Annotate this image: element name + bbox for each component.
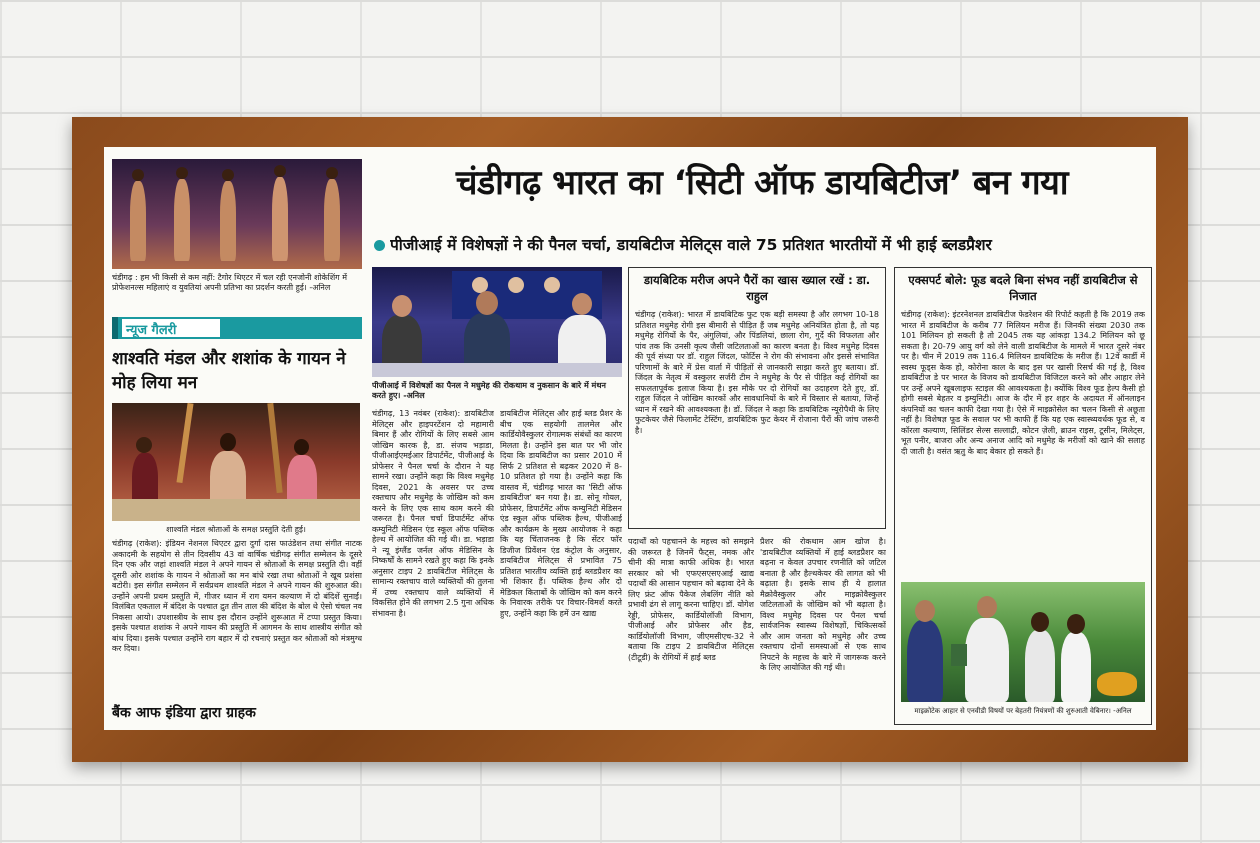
article-column: प्रैशर की रोकथाम आम खोज है। 'डायबिटीज व्यक्तियों में हाई ब्लडप्रैशर का बढ़ना न केवल उपचार रणनीति को जटिल बनाता है और हैल्थकेयर की लागत को भी बढ़ाता है। इसके साथ ही ये हालात मैक्रोवैस्कुलर और माइक्रोवैस्कुलर जटिलताओं के जोखिम को भी बढ़ाता है। विश्व मधुमेह दिवस पर पैनल चर्चा सार्वजनिक स्वास्थ्य विशेषज्ञों, चिकित्सकों और आम जनता को मधुमेह और उच्च रक्तचाप दोनों समस्याओं से एक साथ निपटने के महत्त्व के बारे में जागरूक करने के लिए आयोजित की गई थी। <box>760 537 886 672</box>
subheadline-bullet <box>374 240 385 251</box>
main-headline: चंडीगढ़ भारत का ‘सिटी ऑफ डायबिटीज’ बन गया <box>455 163 1069 203</box>
expert-food-box <box>894 267 1152 725</box>
book-launch-photo <box>901 582 1145 702</box>
wooden-frame <box>72 117 1188 762</box>
photo-caption: पीजीआई में विशेषज्ञों का पैनल ने मधुमेह की रोकथाम व नुकसान के बारे में मंथन करते हुए। -अनिल <box>372 381 606 400</box>
news-gallery-banner <box>112 317 362 339</box>
photo-caption: माइक्रोटेक आहार से एनवीडी विषयों पर बेहतरी नियंत्रणों की शुरुआती वेबिनार। -अनिल <box>914 707 1132 715</box>
story-title: शाश्वति मंडल और शशांक के गायन ने मोह लिया मन <box>112 349 346 393</box>
bodybuilding-photo <box>112 159 362 269</box>
panel-discussion-photo <box>372 267 622 377</box>
newspaper-clipping <box>104 147 1156 730</box>
story-body: चंडीगढ़ (राकेश): इंडियन नेशनल थिएटर द्वारा दुर्गा दास फाउंडेशन तथा संगीत नाटक अकादमी के सहयोग से तीन दिवसीय 43 वां वार्षिक चंडीगढ़ संगीत सम्मेलन के दूसरे दिन एक और जहां शाश्वति मंडल ने अपने गायन से श्रोताओं के समक्ष प्रस्तुति दी। वहीं दूसरी ओर शशांक के गायन ने श्रोताओं का मन बांधे रखा तथा श्रोताओं ने खूब प्रशंसा बटोरी। इस संगीत सम्मेलन में सर्वप्रथम शाश्वति मंडल ने अपने गायन की शुरुआत की। उन्होंने अपनी प्रथम प्रस्तुति में, गीजर ध्यान में राग यमन कल्याण में दो बंदिशें सुनाईं। विलंबित एकताल में बंदिश के पश्चात द्रुत तीन ताल की बंदिश के बोल थे ऐसो चंचल नव निकसा आयो। उपशास्त्रीय के साथ इस दौरान उन्होंने शुरूआत में टप्पा प्रस्तुत किया। इसके पश्चात शशांक ने अपने गायन की प्रस्तुति में आगमन के साथ शास्त्रीय संगीत को बांध दिया। इसके पश्चात उन्होंने राग बहार में दो रचनाएं प्रस्तुत कर श्रोताओं को मंत्रमुग्ध कर दिया। <box>112 539 362 653</box>
box-body: चंडीगढ़ (राकेश): इंटरनेशनल डायबिटीज फेडरेशन की रिपोर्ट कहती है कि 2019 तक भारत में डायबिटीज के करीब 77 मिलियन मरीज हैं। जिनकी संख्या 2030 तक 101 मिलियन हो सकती है तो 2045 तक यह आंकड़ा 134.2 मिलियन को छू सकता है। 20-79 आयु वर्ग को लेने वाली डायबिटीज के मामले में भारत दूसरे नंबर पर है। चीन में 2019 तक 116.4 मिलियन डायबिटिक के मरीज हैं। 12वें कार्डी में स्वस्थ फूड्स केक हो, कोरोना काल के बाद इस पर खासी रिसर्च की गई है, विश्व डायबिटीज डे पर भारत के विजय को डायबिटीज विजिटल करने को और आहार लेने पर उन्हें अपने खूबलाइफ स्टाइल की आवश्यकता है। क्योंकि विश्व फूड हेल्प कैसी हो होगी सबसे बेहतर व इम्युनिटी। आज के दौर में हर शहर के अदायत में ऑनलाइन कंपनियों का चलन काफी देखा गया है। ऐसे में माइक्रोसेल का चलन किसी से अछूता नहीं है। विशेषज्ञ फूड के सवाल पर भी काफी हैं कि यह एक स्वास्थ्यवर्धक फूड से, व कॉरला कल्याण, सिलिंडर सेल्स सल्लाद्री, कोटन ज़ेली, ब्राउन राइस, टूसीन, मिलेट्स, भूत पनीर, बाजरा और अन्य अनाज आदि को मधुमेह के मरीजों को खाने की सलाह दी जाती है। वसंत ऋतु के बाद बेकार हो सकते हैं। <box>901 310 1145 456</box>
bottom-headline: बैंक आफ इंडिया द्वारा ग्राहक <box>112 705 256 721</box>
subheadline: पीजीआई में विशेषज्ञों ने की पैनल चर्चा, डायबिटीज मेलिट्स वाले 75 प्रतिशत भारतीयों में भी हाई ब्लडप्रैशर <box>390 236 992 254</box>
box-title: डायबिटिक मरीज अपने पैरों का खास ख्याल रखें : डा. राहुल <box>643 273 871 303</box>
article-column: डायबिटीज मेलिट्स और हाई ब्लड प्रैशर के बीच एक सहयोगी तालमेल और कार्डियोवैस्कुलर रोगात्मक संबंधों का कारण मिलता है। उन्होंने इस बात पर भी जोर दिया कि डायबिटीज का प्रसार 2010 में सिर्फ 2 प्रतिशत से बढ़कर 2020 में 8-10 प्रतिशत हो गया है। उन्होंने कहा कि वास्तव में, चंडीगढ़ भारत का 'सिटी ऑफ डायबिटीज' बन गया है। डा. सोनू गोयल, प्रोफेसर, डिपार्टमेंट ऑफ कम्युनिटी मेडिसन एंड स्कूल ऑफ पब्लिक हैल्थ, पीजीआई और कार्यक्रम के मुख्य आयोजक ने कहा कि यह चिंताजनक है कि सेंटर फॉर डिजीज प्रिवेंशन एंड कंट्रोल के अनुसार, डायबिटीज मेलिट्स से प्रभावित 75 प्रतिशत भारतीय व्यक्ति हाई ब्लडप्रैशर का भी शिकार हैं। पब्लिक हैल्थ और दो मेडिकल किताबों के जोखिम को कम करने के निवारक तरीके पर विचार-विमर्श करते हुए, उन्होंने कहा कि हमें उन खाद्य <box>500 409 622 618</box>
article-column: पदार्थों को पहचानने के महत्त्व को समझने की जरूरत है जिनमें फैट्स, नमक और चीनी की मात्रा काफी अधिक है। भारत सरकार को भी एफएसएसएआई खाद्य पदार्थों की आसान पहचान को बढ़ावा देने के लिए फ्रंट ऑफ पैकेज लेबलिंग नीति को प्रभावी ढंग से लागू करना चाहिए। डॉ. योगेश रेड्डी, प्रोफेसर, कार्डियोलॉजी विभाग, पीजीआई और प्रोफेसर और हैड, कार्डियोलॉजी विभाग, जीएमसीएच-32 ने बताया कि टाइप 2 डायबिटीज मेलिट्स (टीटूडी) के रोगियों में हाई ब्लड <box>628 537 754 662</box>
box-title: एक्सपर्ट बोले: फूड बदले बिना संभव नहीं डायबिटीज से निजात <box>908 273 1138 303</box>
music-concert-photo <box>112 403 360 521</box>
photo-caption: शाश्वति मंडल श्रोताओं के समक्ष प्रस्तुति देती हुई। <box>166 525 306 534</box>
diabetic-foot-box <box>628 267 886 529</box>
article-column: चंडीगढ़, 13 नवंबर (राकेश): डायबिटीज मेलिट्स और हाइपरटेंशन दो महामारी बिमार हैं और रोगियों के लिए सबसे आम जोखिम कारक है, डा. संजय भड़ाडा, पीजीआईएमईआर डिपार्टमेंट, पीजीआई के प्रोफेसर ने पैनल चर्चा के दौरान ने यह सामने रखा। उन्होंने कहा कि विश्व मधुमेह दिवस, 2021 के अवसर पर उच्च रक्तचाप और मधुमेह के जोखिम को कम करने के लिए एक साथ काम करने की जरूरत है। पैनल चर्चा डिपार्टमेंट ऑफ कम्युनिटी मेडिसन एंड स्कूल ऑफ पब्लिक हेल्थ में आयोजित की गई थी। डा. भड़ाडा ने न्यू इंग्लैंड जर्नल ऑफ मेडिसिन के निष्कर्षों के सामने रखते हुए कहा कि इनके अनुसार टाइप 2 डायबिटीज मेलिट्स के सामान्य रक्तचाप वाले व्यक्तियों की तुलना में उच्च रक्तचाप वाले व्यक्तियों में विकसित होने की लगभग 2.5 गुना अधिक संभावना है। <box>372 409 494 618</box>
gallery-label: न्यूज गैलरी <box>126 323 177 338</box>
box-body: चंडीगढ़ (राकेश): भारत में डायबिटिक फुट एक बड़ी समस्या है और लगभग 10-18 प्रतिशत मधुमेह रोगी इस बीमारी से पीड़ित हैं जब मधुमेह अनियंत्रित होता है, तो यह मधुमेह रोगियों के पैर, अंगुलियां, और पिंडलियां, छाला रोग, गुर्दे की विफलता और पांव तक कि उनसी कृत्य जैसी जटिलताओं का कारण बनता है। विश्व मधुमेह दिवस की पूर्व संध्या पर डॉ. राहुल जिंदल, फोर्टिस ने रोग की संभावना और इससे संभावित परिणामों के बारे में प्रेस वार्ता में पीड़ितों से जानकारी साझा करते हुए बताया। डॉ. जिंदल के नेतृत्व में वस्कुलर सर्जरी टीम ने मधुमेह के पैर से पीड़ित कई रोगियों का सफलतापूर्वक इलाज किया है। इस मौके पर दो रोगियों का उदाहरण देते हुए, डॉ. राहुल जिंदल ने जोखिम कारकों और सावधानियों के बारे में विस्तार से बताया, जिन्हें ध्यान में रखने की आवश्यकता है। डॉ. जिंदल ने कहा कि डायबिटिक न्यूरोपैथी के लिए फुटकेयर जैसे फिलामेंट टेस्टिंग, डायबिटिक फुट केयर में रोजाना पैरों की जांच जरूरी है। <box>635 310 879 435</box>
photo-caption: चंडीगढ़ : हम भी किसी से कम नहीं: टैगोर थिएटर में चल रही एनजोनी शोकेशिंग में प्रोफेशनल्स महिलाएं व युवतियां अपनी प्रतिभा का प्रदर्शन करती हुई। -अनिल <box>112 273 348 292</box>
